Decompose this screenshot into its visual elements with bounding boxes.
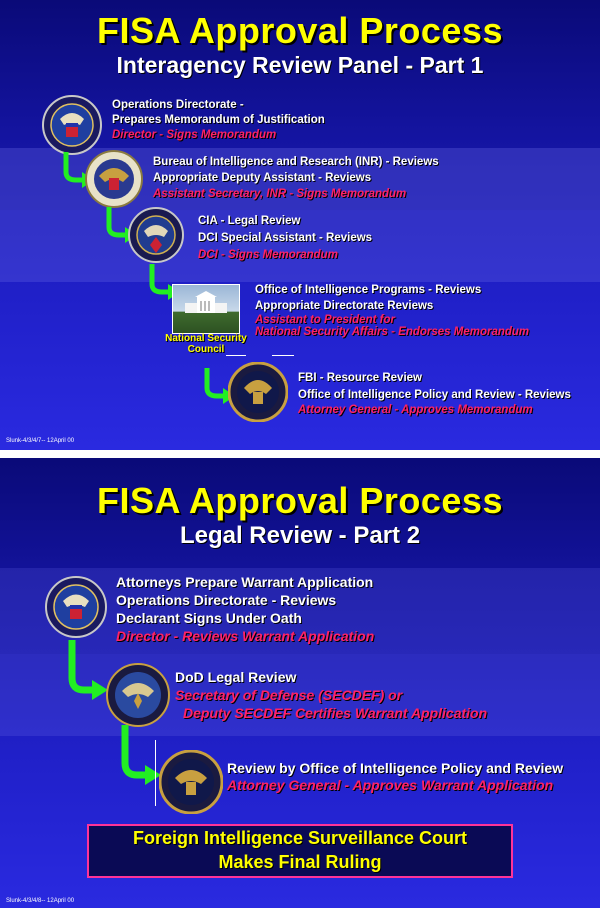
step-action: Director - Signs Memorandum bbox=[112, 129, 277, 141]
step-text: CIA - Legal Review bbox=[198, 215, 301, 227]
fisa-court-box bbox=[87, 824, 513, 878]
step-action: Director - Reviews Warrant Application bbox=[116, 628, 375, 644]
step-text: Prepares Memorandum of Justification bbox=[112, 114, 325, 126]
doj-seal-icon bbox=[228, 362, 288, 422]
page-subtitle: Interagency Review Panel - Part 1 bbox=[116, 52, 484, 78]
white-house-photo bbox=[172, 284, 240, 334]
step-text: Attorneys Prepare Warrant Application bbox=[116, 574, 374, 590]
step-action: Attorney General - Approves Warrant Application bbox=[227, 777, 554, 793]
step-text: DCI Special Assistant - Reviews bbox=[198, 232, 373, 244]
divider bbox=[272, 355, 294, 356]
dod-seal-icon bbox=[106, 663, 170, 727]
step-text: Review by Office of Intelligence Policy and Review bbox=[227, 760, 564, 776]
step-text: Appropriate Deputy Assistant - Reviews bbox=[153, 172, 372, 184]
divider bbox=[226, 355, 246, 356]
divider bbox=[155, 740, 156, 806]
step-action: Secretary of Defense (SECDEF) or bbox=[175, 687, 403, 703]
page-title: FISA Approval Process bbox=[97, 480, 503, 521]
step-text: Operations Directorate - bbox=[112, 99, 244, 111]
step-action: DCI - Signs Memorandum bbox=[198, 249, 338, 261]
step-text: Office of Intelligence Programs - Reviews bbox=[255, 284, 482, 296]
step-action: National Security Affairs - Endorses Memorandum bbox=[255, 326, 530, 338]
step-text: Declarant Signs Under Oath bbox=[116, 610, 302, 626]
step-action: Deputy SECDEF Certifies Warrant Application bbox=[183, 705, 488, 721]
step-text: Bureau of Intelligence and Research (INR) - Reviews bbox=[153, 156, 439, 168]
slide-part-1 bbox=[0, 0, 600, 450]
footer-id: Slunk-4/3/4/7-- 12April 00 bbox=[6, 438, 75, 444]
page-subtitle: Legal Review - Part 2 bbox=[179, 522, 421, 549]
step-text: Office of Intelligence Policy and Review - Reviews bbox=[298, 389, 571, 401]
nsc-label: National Security Council bbox=[165, 333, 247, 355]
court-text: Foreign Intelligence Surveillance Court bbox=[132, 828, 468, 848]
doj-seal-icon bbox=[159, 750, 223, 814]
step-action: Attorney General - Approves Memorandum bbox=[298, 404, 533, 416]
step-action: Assistant Secretary, INR - Signs Memorandum bbox=[153, 188, 407, 200]
nsa-seal-icon bbox=[45, 576, 107, 638]
step-text: DoD Legal Review bbox=[175, 669, 297, 685]
cia-seal-icon bbox=[128, 207, 184, 263]
nsa-seal-icon bbox=[42, 95, 102, 155]
page-title: FISA Approval Process bbox=[97, 10, 503, 51]
slide-part-2 bbox=[0, 458, 600, 908]
step-text: Appropriate Directorate Reviews bbox=[255, 300, 434, 312]
step-text: FBI - Resource Review bbox=[298, 372, 422, 384]
state-department-seal-icon bbox=[85, 150, 143, 208]
step-action: Assistant to President for bbox=[255, 314, 395, 326]
footer-id: Slunk-4/3/4/8-- 12April 00 bbox=[6, 898, 75, 904]
court-text: Makes Final Ruling bbox=[218, 852, 382, 872]
step-text: Operations Directorate - Reviews bbox=[116, 592, 337, 608]
